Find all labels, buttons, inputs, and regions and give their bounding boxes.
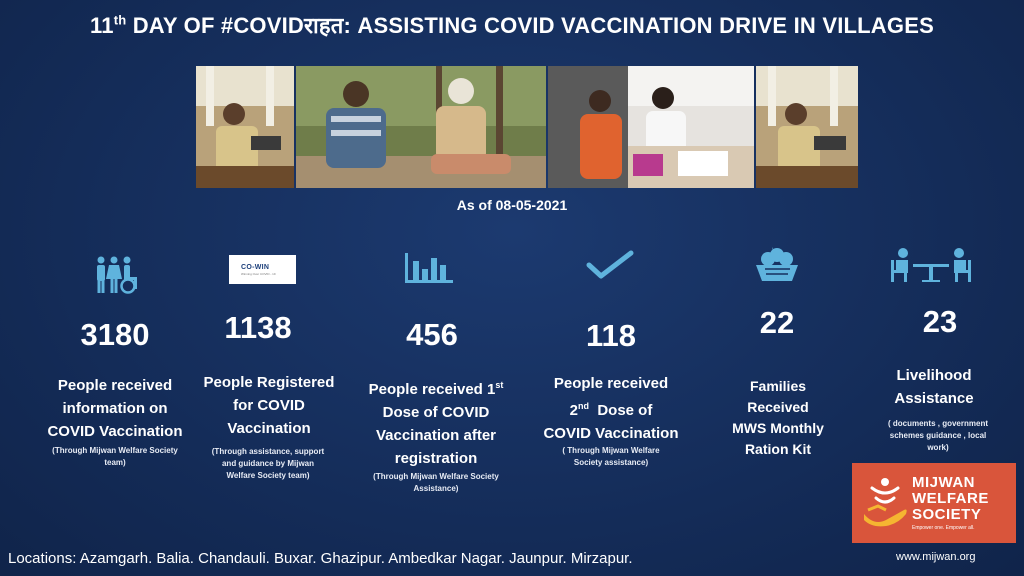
note-line: Welfare Society team) (226, 471, 310, 480)
note-line: schemes guidance , local (889, 431, 987, 440)
logo-hands-icon (860, 470, 910, 536)
stat-label-first-dose (352, 374, 520, 470)
label-line: MWS Monthly (732, 420, 824, 436)
mijwan-logo (852, 463, 1016, 543)
cowin-logo (229, 255, 296, 284)
note-line: Assistance) (413, 484, 459, 493)
bar-chart-icon (405, 253, 453, 283)
label-line: Livelihood (896, 367, 972, 384)
stat-label-information (20, 374, 210, 443)
stat-value-information: 3180 (80, 317, 150, 352)
page-title (0, 10, 1024, 40)
label-line (534, 395, 688, 422)
stat-note-livelihood (870, 418, 1006, 454)
note-line: team) (104, 458, 126, 467)
stat-value-second-dose: 118 (585, 318, 636, 353)
website-link[interactable]: www.mijwan.org (896, 551, 976, 563)
label-line: People received (57, 377, 173, 394)
photo-vaccination-2 (756, 66, 858, 188)
label-line: COVID Vaccination (47, 423, 183, 440)
label-line: People Registered (203, 374, 335, 391)
label-line (352, 374, 520, 401)
logo-text (912, 475, 989, 531)
label-line: People received (553, 375, 669, 392)
stat-value-registered: 1138 (224, 310, 292, 345)
stat-label-livelihood (870, 364, 998, 410)
label-line: Vaccination after (375, 427, 497, 444)
photo-strip (196, 66, 858, 188)
note-line: (Through Mijwan Welfare Society (52, 446, 178, 455)
checkmark-icon (586, 250, 634, 280)
logo-line-3: SOCIETY (912, 506, 982, 523)
note-line: ( documents , government (887, 419, 988, 428)
stat-label-second-dose (534, 372, 688, 445)
note-line: (Through assistance, support (211, 447, 325, 456)
logo-line-2: WELFARE (912, 490, 989, 507)
label-line: for COVID (233, 397, 305, 414)
label-sup: nd (578, 401, 589, 411)
label-line: Ration Kit (744, 441, 812, 457)
meeting-table-icon (889, 248, 973, 284)
photo-vaccination-1 (196, 66, 294, 188)
people-wheelchair-icon (94, 256, 146, 294)
label-line: Families Received (747, 378, 809, 415)
cowin-brand: CO-WIN (241, 263, 270, 271)
stat-label-ration-kit (718, 376, 838, 460)
stat-note-second-dose (534, 445, 688, 469)
label-line: COVID Vaccination (543, 425, 679, 442)
label-line: Assistance (894, 390, 974, 407)
title-sup: th (113, 12, 127, 28)
stat-note-registered (188, 446, 348, 482)
note-line: ( Through Mijwan Welfare (562, 446, 660, 455)
label-line: registration (394, 450, 478, 467)
logo-line-1: MIJWAN (912, 474, 975, 491)
stat-label-registered (188, 371, 350, 440)
label-prefix: 2 (569, 402, 578, 419)
label-line: Dose of COVID (382, 404, 490, 421)
stat-value-livelihood: 23 (922, 304, 958, 339)
label-rest: Dose of (589, 402, 653, 419)
title-rest: DAY OF #COVIDराहत: ASSISTING COVID VACCINATION DRIVE IN VILLAGES (126, 13, 934, 38)
label-line: Vaccination (227, 420, 311, 437)
cowin-tag: Winning Over COVID - 19 (241, 271, 276, 276)
title-prefix: 11 (90, 13, 114, 38)
stat-note-first-dose (352, 471, 520, 495)
stat-note-information (20, 445, 210, 469)
logo-slogan: Empower one. Empower all. (912, 525, 975, 531)
label-prefix: People received 1 (368, 381, 496, 398)
stat-value-ration-kit: 22 (759, 305, 795, 340)
photo-village-vaccination (296, 66, 546, 188)
as-of-date: As of 08-05-2021 (456, 197, 568, 213)
note-line: (Through Mijwan Welfare Society (373, 472, 499, 481)
locations-footer: Locations: Azamgarh. Balia. Chandauli. Buxar. Ghazipur. Ambedkar Nagar. Jaunpur. Mirzapur. (8, 550, 633, 567)
note-line: Society assistance) (573, 458, 649, 467)
note-line: work) (927, 443, 949, 452)
label-sup: st (495, 380, 504, 390)
note-line: and guidance by Mijwan (221, 459, 314, 468)
label-line: information on (62, 400, 168, 417)
stat-value-first-dose: 456 (406, 317, 458, 352)
photo-vaccination-desk (548, 66, 754, 188)
fruit-basket-icon (754, 245, 800, 283)
